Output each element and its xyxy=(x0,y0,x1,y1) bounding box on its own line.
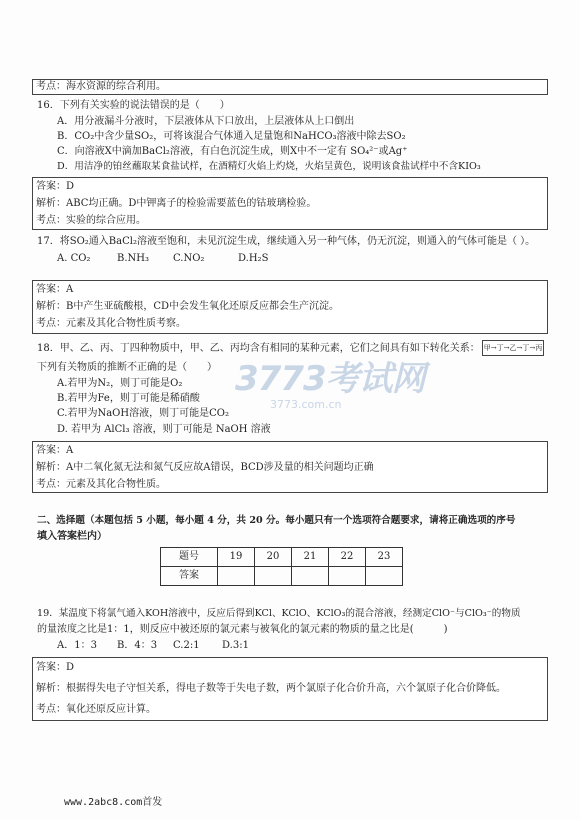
q18-kaodian: 考点：元素及其化合物性质。 xyxy=(36,479,166,490)
kaodian-text: 考点：海水资源的综合利用。 xyxy=(36,81,166,92)
q17-answer: 答案：A xyxy=(36,284,74,295)
q16-option-b: B．CO₂中含少量SO₂，可将该混合气体通入足量饱和NaHCO₃溶液中除去SO₂ xyxy=(57,131,406,142)
answer-cell-19[interactable] xyxy=(218,567,255,586)
q18-option-a: A.若甲为N₂，则丁可能是O₂ xyxy=(57,378,183,389)
q17-analysis: 解析：B中产生亚硫酸根，CD中会发生氧化还原反应都会生产沉淀。 xyxy=(36,301,340,312)
table-header-cell: 19 xyxy=(218,548,255,567)
q16-kaodian: 考点：实验的综合应用。 xyxy=(36,215,146,226)
q19-stem-line1: 19．某温度下将氯气通入KOH溶液中，反应后得到KCl、KClO、KClO₃的混合溶液，经测定ClO⁻与ClO₃⁻的物质 xyxy=(37,608,521,619)
q17-stem: 17．将SO₂通入BaCl₂溶液至饱和，未见沉淀生成，继续通入另一种气体，仍无沉淀，则通入的气体可能是（ ）。 xyxy=(37,236,536,247)
q16-answer-box xyxy=(32,177,548,230)
answer-cell-21[interactable] xyxy=(292,567,329,586)
q19-option-b: B．4：3 xyxy=(117,640,158,651)
watermark-url: 3773.com.cn xyxy=(270,398,342,411)
q18-option-d: D. 若甲为 AlCl₃ 溶液，则丁可能是 NaOH 溶液 xyxy=(57,424,271,435)
q16-option-d: D．用洁净的铂丝蘸取某食盐试样，在酒精灯火焰上灼烧，火焰呈黄色，说明该食盐试样中不含KIO₃ xyxy=(57,161,481,172)
table-header-cell: 21 xyxy=(292,548,329,567)
q19-answer: 答案：D xyxy=(36,662,75,673)
kaodian-box-top xyxy=(32,79,548,95)
table-row xyxy=(161,548,403,567)
footer-site: www.2abc8.com首发 xyxy=(64,797,163,808)
table-header-cell: 22 xyxy=(329,548,366,567)
q16-answer: 答案：D xyxy=(36,181,75,192)
q18-stem2: 下列有关物质的推断不正确的是（ ） xyxy=(37,362,217,373)
table-row xyxy=(161,567,403,586)
conversion-diagram: 甲→丁→乙→丁→丙 xyxy=(482,340,544,356)
answer-cell-23[interactable] xyxy=(366,567,403,586)
q18-stem: 18．甲、乙、丙、丁四种物质中，甲、乙、丙均含有相同的某种元素，它们之间具有如下转化关系： xyxy=(37,343,480,354)
table-answer-label: 答案 xyxy=(161,567,218,586)
q16-option-c: C．向溶液X中滴加BaCl₂溶液，有白色沉淀生成，则X中不一定有 SO₄²⁻或Ag⁺ xyxy=(57,146,408,157)
q19-answer-box xyxy=(32,657,548,721)
q18-option-b: B.若甲为Fe，则丁可能是稀硝酸 xyxy=(57,393,200,404)
answer-table xyxy=(160,547,403,586)
q16-analysis: 解析：ABC均正确。D中钾离子的检验需要蓝色的钴玻璃检验。 xyxy=(36,198,317,209)
answer-cell-20[interactable] xyxy=(255,567,292,586)
q17-option-d: D.H₂S xyxy=(238,253,269,264)
table-header-cell: 23 xyxy=(366,548,403,567)
section2-title-line2: 填入答案栏内） xyxy=(37,531,107,542)
q18-option-c: C.若甲为NaOH溶液，则丁可能是CO₂ xyxy=(57,408,229,419)
section2-title-line1: 二、选择题（本题包括 5 小题，每小题 4 分，共 20 分。每小题只有一个选项符合题要求，请将正确选项的序号 xyxy=(37,515,516,526)
watermark-logo: 3773考试网 xyxy=(235,359,425,399)
q18-answer-box xyxy=(32,441,548,493)
q18-answer: 答案：A xyxy=(36,445,74,456)
q17-kaodian: 考点：元素及其化合物性质考察。 xyxy=(36,318,186,329)
q19-kaodian: 考点：氧化还原反应计算。 xyxy=(36,704,156,715)
table-header-cell: 20 xyxy=(255,548,292,567)
q17-option-c: C.NO₂ xyxy=(173,253,205,264)
q18-analysis: 解析：A中二氧化氮无法和氮气反应故A错误，BCD涉及量的相关问题均正确 xyxy=(36,462,374,473)
q19-option-c: C.2:1 xyxy=(173,640,200,651)
q17-option-b: B.NH₃ xyxy=(117,253,150,264)
q19-option-a: A．1：3 xyxy=(57,640,97,651)
answer-cell-22[interactable] xyxy=(329,567,366,586)
q17-option-a: A. CO₂ xyxy=(57,253,91,264)
table-header-cell: 题号 xyxy=(161,548,218,567)
q17-answer-box xyxy=(32,280,548,334)
q19-analysis: 解析：根据得失电子守恒关系，得电子数等于失电子数，两个氯原子化合价升高，六个氯原子化合价降低。 xyxy=(36,683,506,694)
q19-option-d: D.3:1 xyxy=(222,640,249,651)
q16-stem: 16．下列有关实验的说法错误的是（ ） xyxy=(37,100,230,111)
q16-option-a: A．用分液漏斗分液时，下层液体从下口放出，上层液体从上口倒出 xyxy=(57,116,355,127)
q19-stem-line2: 的量浓度之比是1：1，则反应中被还原的氯元素与被氧化的氯元素的物质的量之比是( ) xyxy=(37,624,448,635)
